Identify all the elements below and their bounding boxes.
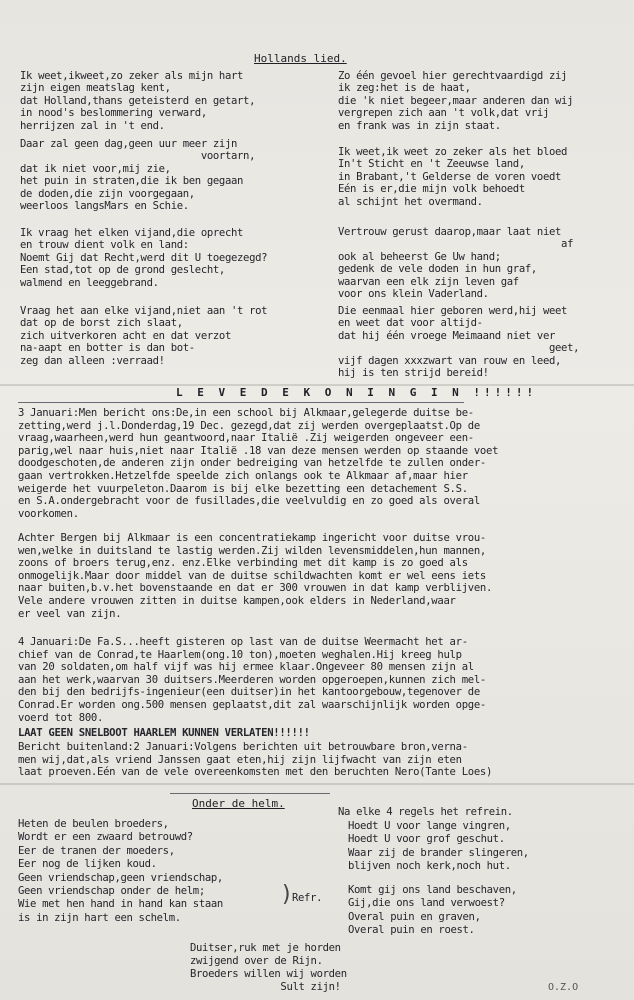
signature: O.Z.O	[548, 982, 579, 993]
divider-line	[170, 793, 330, 794]
song-verse: Heten de beulen broeders, Wordt er een zwaard betrouwd? Eer de tranen der moeders, Eer nog de lijken koud. Geen vriendschap,geen vriendschap, Geen vriendschap onder de helm; Wie met hen hand in hand kan staan is in zijn hart een schelm.	[18, 818, 223, 924]
song-verse: Komt gij ons land beschaven, Gij,die ons land verwoest? Overal puin en graven, Overal puin en roest.	[348, 884, 517, 937]
news-paragraph: 3 Januari:Men bericht ons:De,in een school bij Alkmaar,gelegerde duitse be- zetting,werd j.l.Donderdag,19 Dec. gezegd,dat zij werden overgeplaatst.Op de vraag,waarheen,werd hun geantwoord,naar Italië .Zij weigerden ongeveer een- parig,wel naar huis,niet naar Italië .18 van deze mensen werden op staande voet doodgeschoten,de anderen zijn onder bedreiging van hetzelfde te zullen onder- gaan vertrokken.Hetzelfde speelde zich onlangs ook te Alkmaar af,maar hier weigerde het vuurpeleton.Daarom is bij elke bezetting een detachement S.S. en S.A.ondergebracht voor de fusillades,die veelvuldig en zo goed als overal voorkomen.	[18, 407, 499, 520]
refrain-label: Refr.	[292, 892, 323, 904]
closing-verse: Duitser,ruk met je horden zwijgend over de Rijn. Broeders willen wij worden Sult zijn!	[190, 942, 347, 993]
news-paragraph: Achter Bergen bij Alkmaar is een concentratiekamp ingericht voor duitse vrou- wen,welke in duitsland te lastig werden.Zij wilden levensmiddelen,hun mannen, zoons of broers terug,enz. enz.Elke verbinding met dit kamp is zo goed als onmogelijk.Maar door middel van de duitse schildwachten komt er wel eens iets naar buiten,b.v.het bovenstaande en dat er 300 vrouwen in dat kamp verblijven. Vele andere vrouwen zitten in duitse kampen,ook elders in Nederland,waar er veel van zijn.	[18, 532, 493, 620]
poem-stanza: Ik weet,ik weet zo zeker als het bloed In't Sticht en 't Zeeuwse land, in Brabant,'t Gelderse de voren voedt Eén is er,die mijn volk behoedt al schijnt het overmand.	[338, 146, 568, 208]
poem-stanza: Daar zal geen dag,geen uur meer zijn voortarn, dat ik niet voor,mij zie, het puin in straten,die ik ben gegaan de doden,die zijn voorgegaan, weerloos langsMars en Schie.	[20, 138, 256, 213]
divider-line	[18, 402, 464, 403]
refrain-brace: )	[280, 882, 293, 907]
news-paragraph: 4 Januari:De Fa.S...heeft gisteren op last van de duitse Weermacht het ar- chief van de Conrad,te Haarlem(ong.10 ton),moeten weghalen.Hij kreeg hulp van 20 soldaten,om half vijf was hij ermee klaar.Ongeveer 80 mensen zijn al aan het werk,waarvan 30 duitsers.Meerderen worden opgeroepen,kunnen zich mel- den bij den bedrijfs-ingenieur(een duitser)in het kantoorgebouw,tegenover de Conrad.Er worden ong.500 mensen geplaatst,dit zal waarschijnlijk worden opge- voerd tot 800.	[18, 636, 487, 724]
poem-stanza: Zo één gevoel hier gerechtvaardigd zij ik zeg:het is de haat, die 'k niet begeer,maar anderen dan wij vergrepen zich aan 't volk,dat vrij en frank was in zijn staat.	[338, 70, 574, 132]
poem-stanza: Ik vraag het elken vijand,die oprecht en trouw dient volk en land: Noemt Gij dat Recht,werd dit U toegezegd? Een stad,tot op de grond geslecht, walmend en leeggebrand.	[20, 227, 268, 289]
poem-stanza: Vraag het aan elke vijand,niet aan 't rot dat op de borst zich slaat, zich uitverkoren acht en dat verzot na-aapt en botter is dan bot- zeg dan alleen :verraad!	[20, 305, 268, 367]
poem-stanza: Die eenmaal hier geboren werd,hij weet en weet dat voor altijd- dat hij één vroege Meimaand niet ver geet, vijf dagen xxxzwart van rouw en leed, hij is ten strijd bereid!	[338, 305, 580, 380]
foreign-report: Bericht buitenland:2 Januari:Volgens berichten uit betrouwbare bron,verna- men wij,dat,als vriend Janssen gaat eten,hij zijn lijfwacht van zijn eten laat proeven.Eén van de vele overeenkomsten met den beruchten Nero(Tante Loes)	[18, 741, 493, 779]
poem-stanza: Ik weet,ikweet,zo zeker als mijn hart zijn eigen meatslag kent, dat Holland,thans geteisterd en getart, in nood's beslommering verward, herrijzen zal in 't end.	[20, 70, 256, 132]
song-title: Onder de helm.	[192, 797, 285, 810]
refrain-note: Na elke 4 regels het refrein.	[338, 806, 513, 818]
fold-crease	[0, 783, 634, 785]
poem-title: Hollands lied.	[254, 52, 347, 65]
poem-stanza: Vertrouw gerust daarop,maar laat niet af ook al beheerst Ge Uw hand; gedenk de vele doden in hun graf, waarvan een elk zijn leven gaf voor ons klein Vaderland.	[338, 226, 574, 301]
warning-line: LAAT GEEN SNELBOOT HAARLEM KUNNEN VERLATEN!!!!!!	[18, 727, 310, 739]
long-live-queen-heading: L E V E D E K O N I N G I N !!!!!!	[176, 386, 538, 399]
song-verse: Hoedt U voor lange vingren, Hoedt U voor grof geschut. Waar zij de brander slingeren, blijven noch kerk,noch hut.	[348, 820, 529, 873]
